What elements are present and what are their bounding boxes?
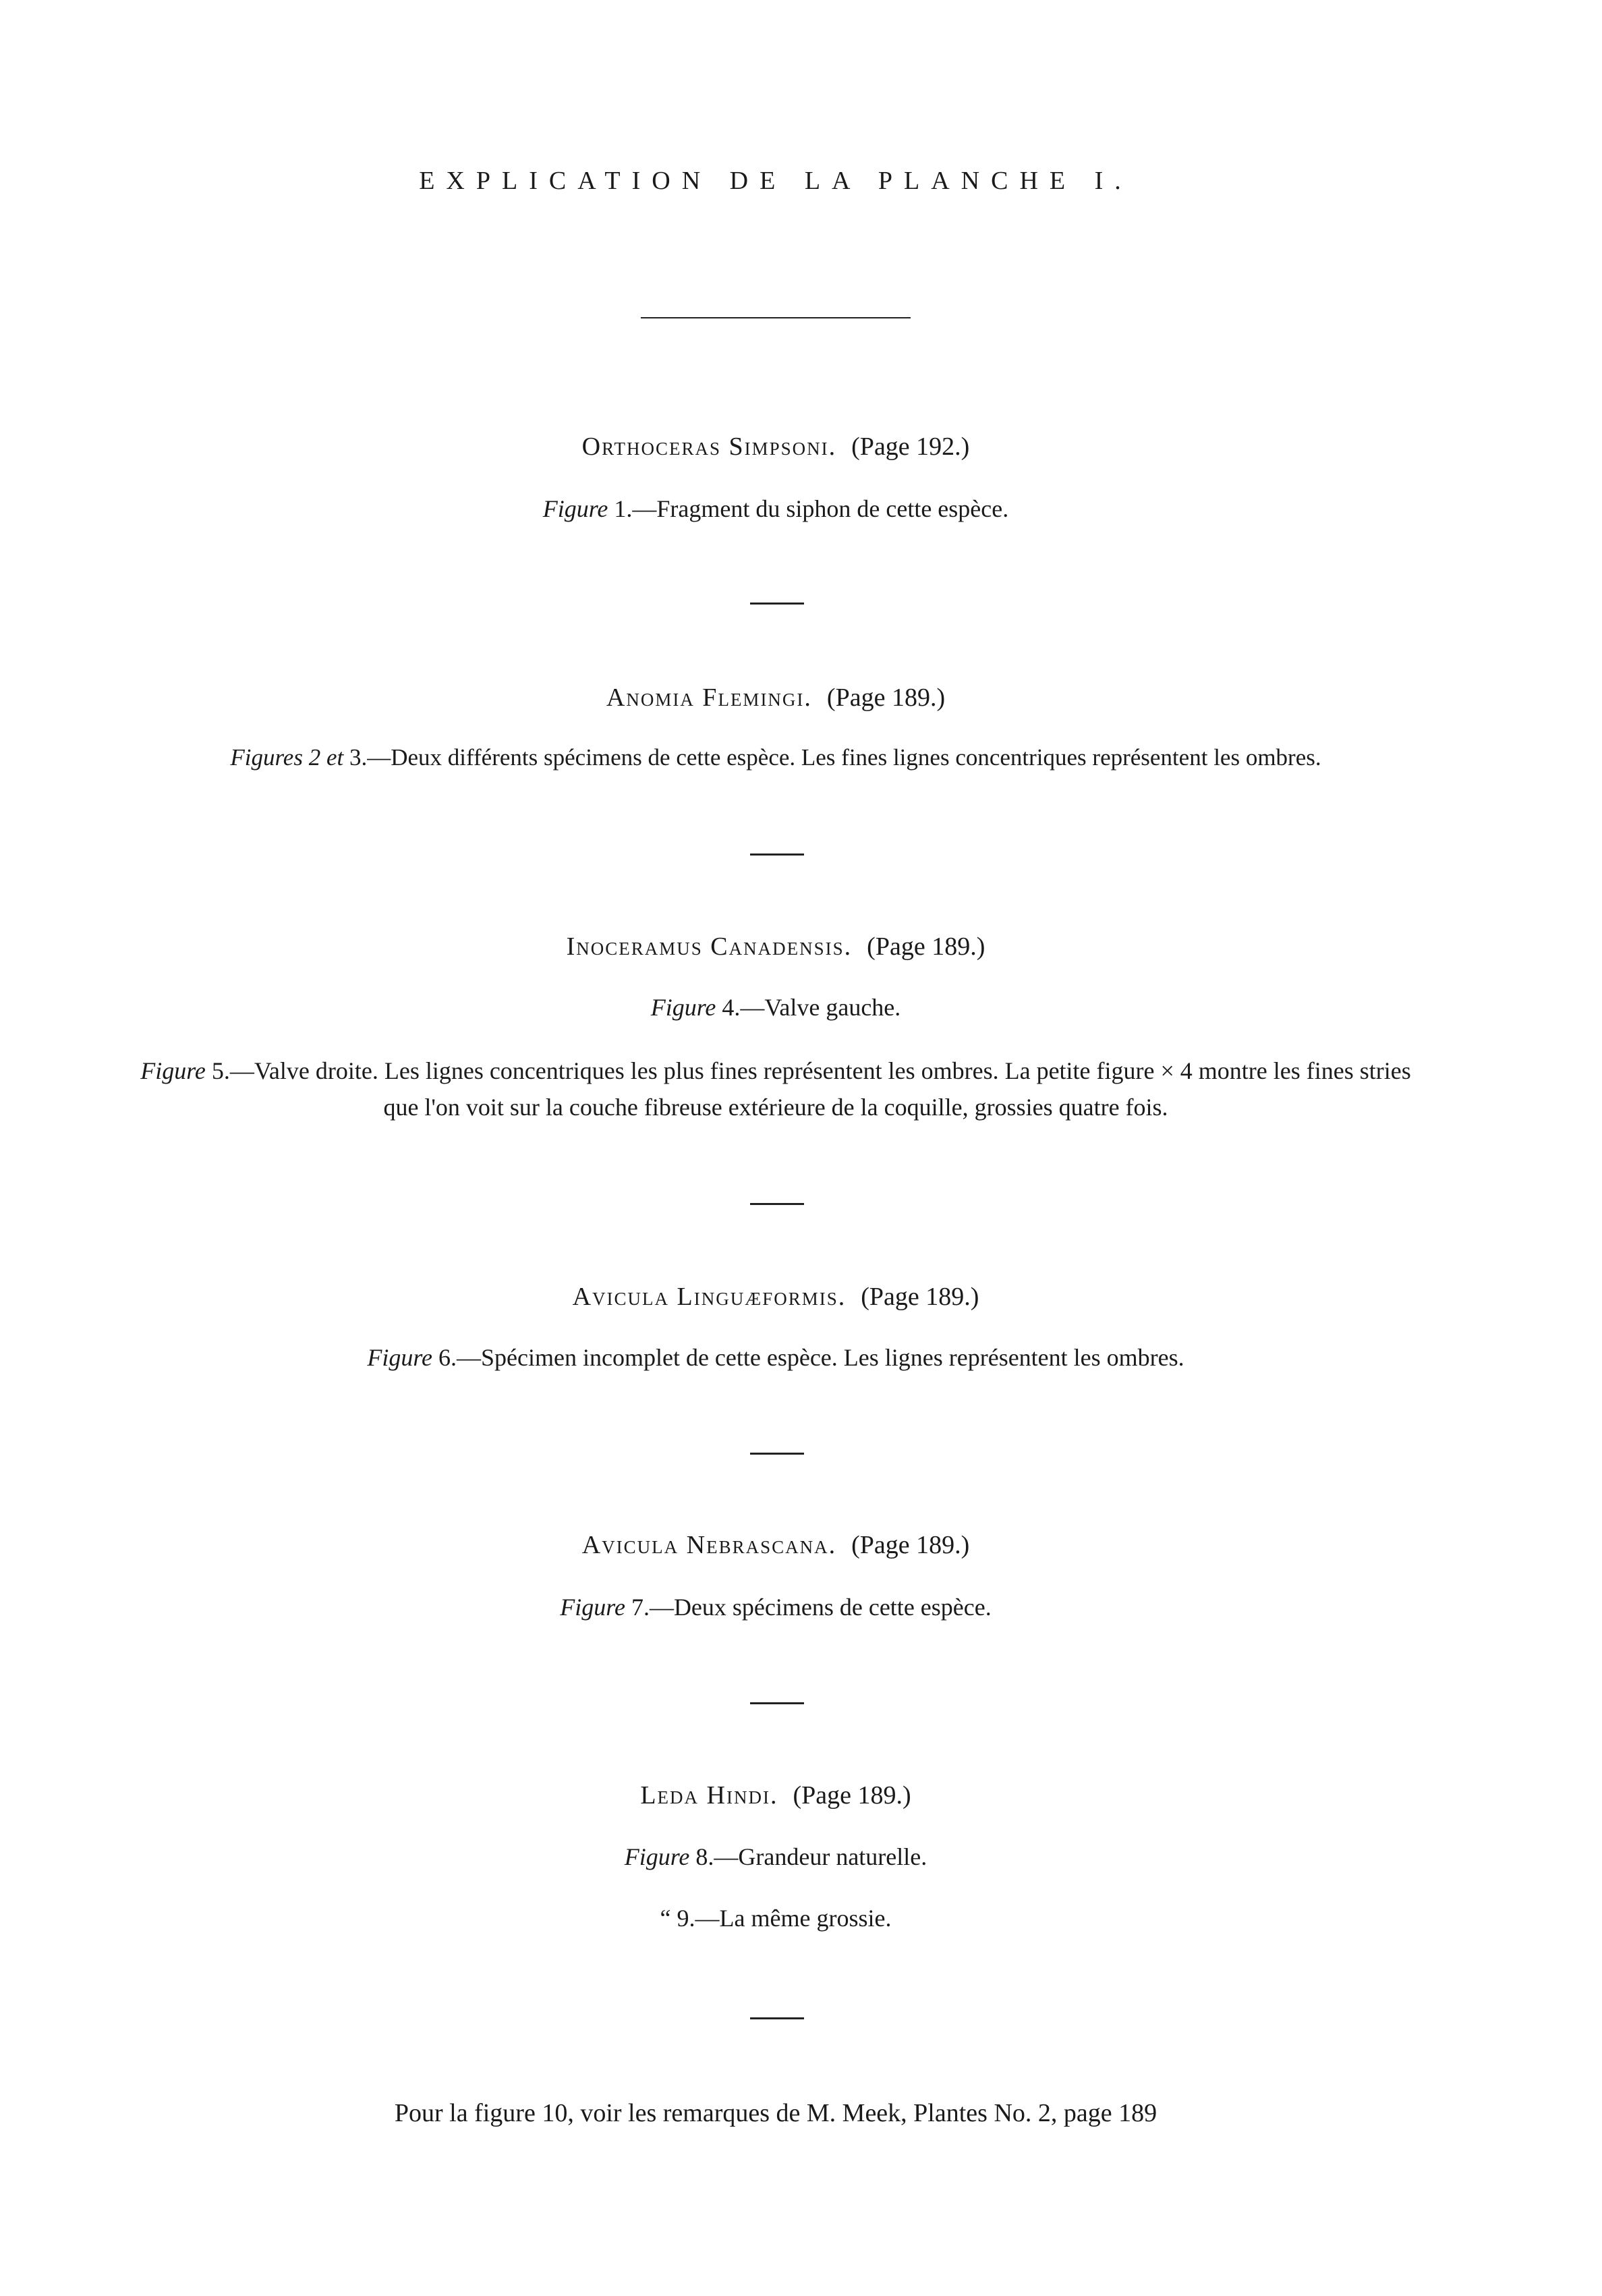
figure-text: 4.—Valve gauche. (716, 994, 901, 1021)
figure-label: Figure (624, 1843, 690, 1870)
figure-description (0, 495, 1551, 523)
section-divider (750, 2017, 804, 2019)
figure-label: Figure (542, 495, 608, 522)
species-name: Inoceramus Canadensis. (566, 932, 853, 961)
species-name: Avicula Linguæformis. (572, 1283, 847, 1311)
section-divider (750, 1702, 804, 1704)
figure-description (0, 744, 1551, 771)
figure-text: 1.—Fragment du siphon de cette espèce. (608, 495, 1009, 522)
figure-text: 8.—Grandeur naturelle. (689, 1843, 927, 1870)
figure-label: Figure (367, 1344, 433, 1371)
page-reference: (Page 189.) (861, 1283, 979, 1311)
figure-text: 3.—Deux différents spécimens de cette espèce. Les fines lignes concentriques représentent les ombres. (343, 744, 1321, 771)
page-reference: (Page 192.) (851, 432, 970, 461)
footer-note: Pour la figure 10, voir les remarques de M. Meek, Plantes No. 2, page 189 (394, 2099, 1157, 2127)
page-title: EXPLICATION DE LA PLANCHE I. (419, 167, 1133, 195)
page-reference: (Page 189.) (826, 683, 946, 712)
species-heading (0, 932, 1551, 961)
title-divider (641, 317, 911, 318)
species-heading (0, 432, 1551, 461)
figure-label: Figures 2 et (230, 744, 344, 771)
section-divider (750, 603, 804, 605)
figure-text: “ 9.—La même grossie. (660, 1905, 892, 1932)
figure-text: 5.—Valve droite. Les lignes concentriques les plus fines représentent les ombres. La petite figure × 4 montre les fines stries que l'on voit sur la couche fibreuse extérieure de la coquille, grossies quatre fois. (205, 1057, 1411, 1121)
species-name: Orthoceras Simpsoni. (581, 432, 837, 461)
figure-description (0, 1343, 1551, 1372)
species-name: Leda Hindi. (640, 1781, 778, 1810)
species-heading (0, 683, 1551, 712)
section-divider (750, 1203, 804, 1205)
species-name: Avicula Nebrascana. (581, 1531, 837, 1559)
section-divider (750, 853, 804, 856)
figure-description (0, 1904, 1551, 1932)
figure-text: 7.—Deux spécimens de cette espèce. (625, 1594, 992, 1621)
section-divider (750, 1453, 804, 1455)
species-heading (0, 1282, 1551, 1312)
figure-description (128, 1053, 1423, 1125)
figure-text: 6.—Spécimen incomplet de cette espèce. Les lignes représentent les ombres. (432, 1344, 1184, 1371)
page-reference: (Page 189.) (851, 1531, 970, 1559)
species-name: Anomia Flemingi. (606, 683, 812, 712)
figure-description (0, 1593, 1551, 1621)
figure-description (0, 993, 1551, 1021)
figure-label: Figure (560, 1594, 625, 1621)
page-reference: (Page 189.) (867, 932, 985, 961)
figure-label: Figure (140, 1057, 206, 1084)
species-heading (0, 1530, 1551, 1560)
figure-description (0, 1843, 1551, 1871)
species-heading (0, 1781, 1551, 1810)
page-reference: (Page 189.) (793, 1781, 911, 1810)
figure-label: Figure (650, 994, 716, 1021)
